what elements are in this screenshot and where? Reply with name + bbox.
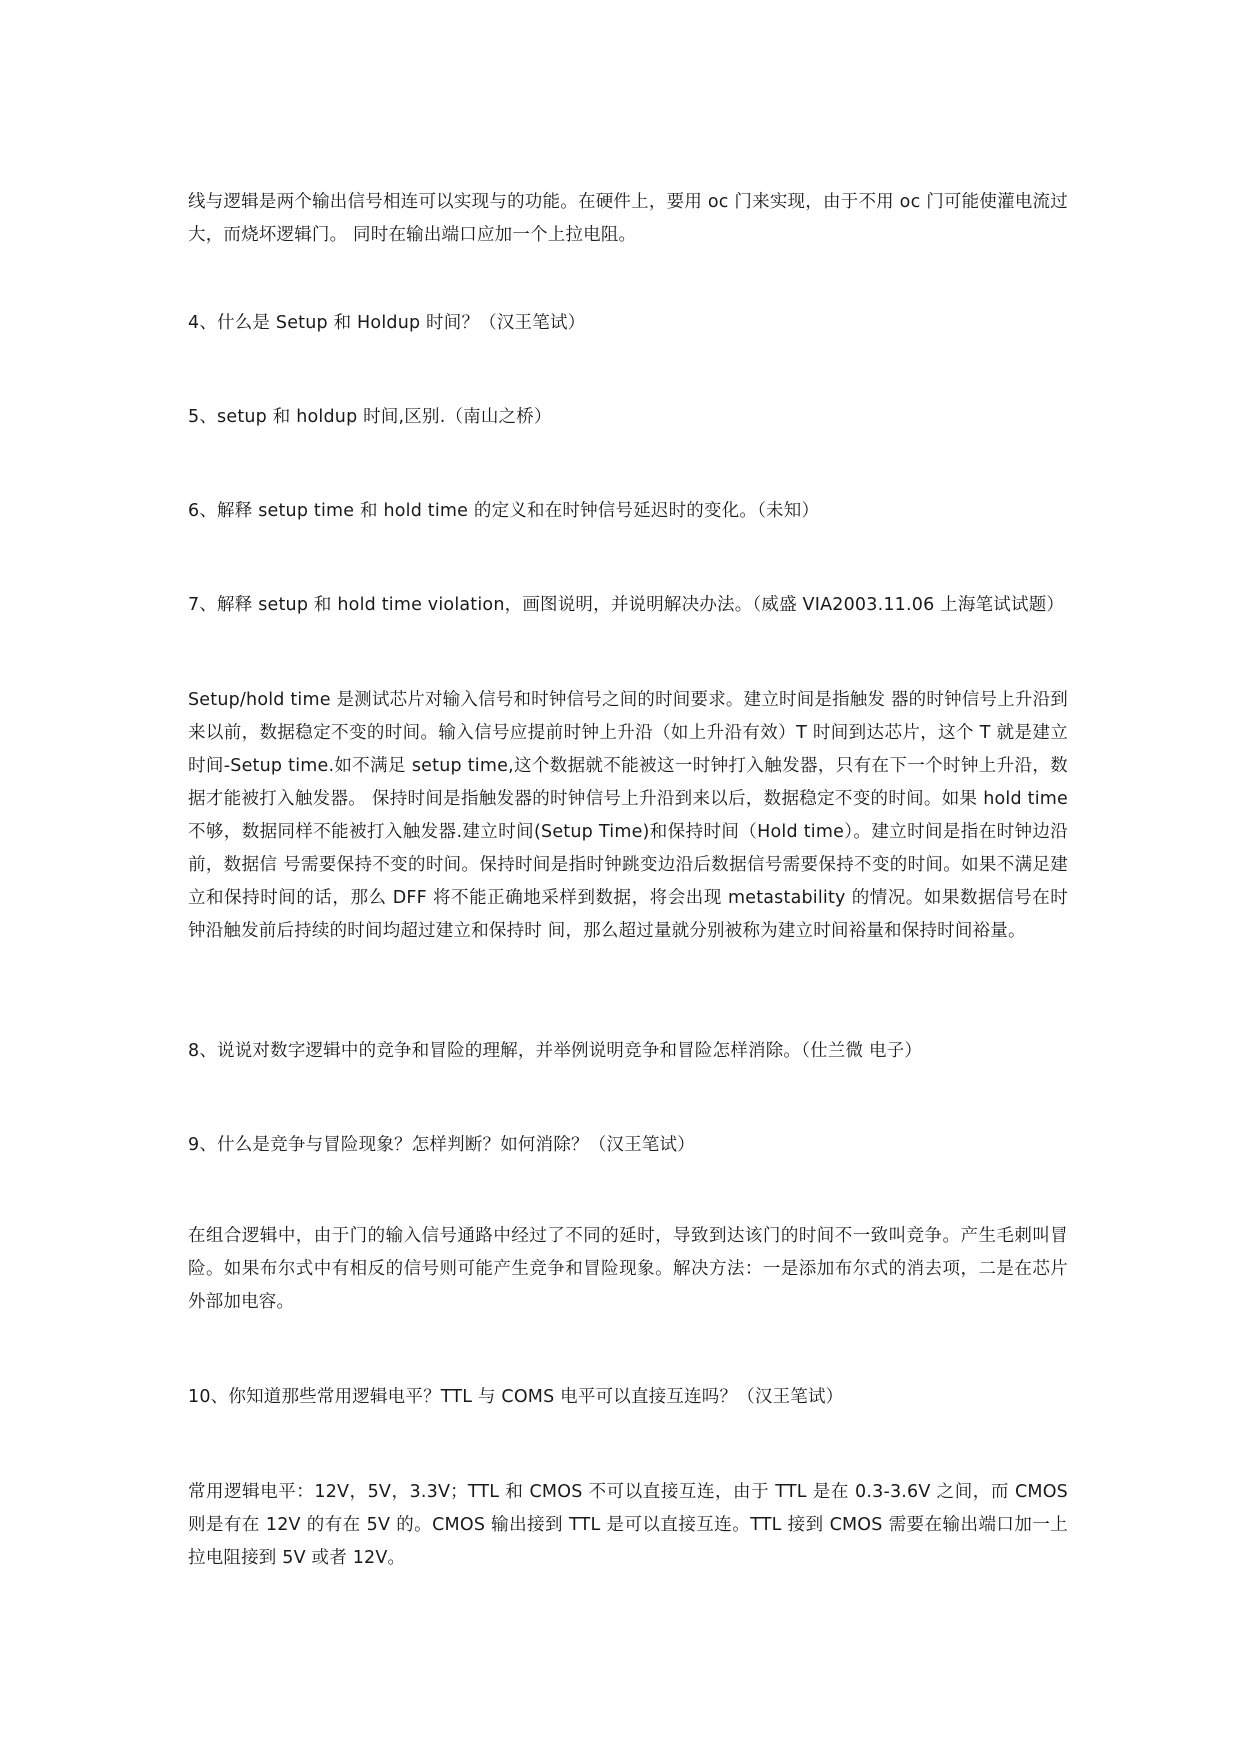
document-page — [188, 0, 1068, 1754]
question-7: 7、解释 setup 和 hold time violation，画图说明，并说明解决办法。（威盛 VIA2003.11.06 上海笔试试题） — [188, 595, 1065, 615]
question-5: 5、setup 和 holdup 时间,区别.（南山之桥） — [188, 407, 552, 427]
answer-wired-and: 线与逻辑是两个输出信号相连可以实现与的功能。在硬件上，要用 oc 门来实现，由于不用 oc 门可能使灌电流过大，而烧坏逻辑门。 同时在输出端口应加一个上拉电阻。 — [188, 192, 1068, 245]
question-10: 10、你知道那些常用逻辑电平？TTL 与 COMS 电平可以直接互连吗？（汉王笔试） — [188, 1387, 844, 1407]
question-4: 4、什么是 Setup 和 Holdup 时间？（汉王笔试） — [188, 313, 586, 333]
answer-race-hazard: 在组合逻辑中，由于门的输入信号通路中经过了不同的延时，导致到达该门的时间不一致叫竞争。产生毛刺叫冒险。如果布尔式中有相反的信号则可能产生竞争和冒险现象。解决方法：一是添加布尔式的消去项，二是在芯片外部加电容。 — [188, 1226, 1068, 1312]
answer-logic-levels: 常用逻辑电平：12V，5V，3.3V；TTL 和 CMOS 不可以直接互连，由于 TTL 是在 0.3-3.6V 之间，而 CMOS 则是有在 12V 的有在 5V 的。CMOS 输出接到 TTL 是可以直接互连。TTL 接到 CMOS 需要在输出端口加一上拉电阻接到 5V 或者 12V。 — [188, 1482, 1068, 1568]
question-6: 6、解释 setup time 和 hold time 的定义和在时钟信号延迟时的变化。（未知） — [188, 501, 820, 521]
question-9: 9、什么是竞争与冒险现象？怎样判断？如何消除？（汉王笔试） — [188, 1135, 695, 1155]
question-8: 8、说说对数字逻辑中的竞争和冒险的理解，并举例说明竞争和冒险怎样消除。（仕兰微 电子） — [188, 1041, 923, 1061]
answer-setup-hold: Setup/hold time 是测试芯片对输入信号和时钟信号之间的时间要求。建立时间是指触发 器的时钟信号上升沿到来以前，数据稳定不变的时间。输入信号应提前时钟上升沿（如上升沿有效）T 时间到达芯片，这个 T 就是建立时间-Setup time.如不满足 setup time,这个数据就不能被这一时钟打入触发器，只有在下一个时钟上升沿，数据才能被打入触发器。 保持时间是指触发器的时钟信号上升沿到来以后，数据稳定不变的时间。如果 hold time 不够，数据同样不能被打入触发器.建立时间(Setup Time)和保持时间（Hold time）。建立时间是指在时钟边沿前，数据信 号需要保持不变的时间。保持时间是指时钟跳变边沿后数据信号需要保持不变的时间。如果不满足建立和保持时间的话，那么 DFF 将不能正确地采样到数据，将会出现 metastability 的情况。如果数据信号在时钟沿触发前后持续的时间均超过建立和保持时 间，那么超过量就分别被称为建立时间裕量和保持时间裕量。 — [188, 690, 1068, 941]
